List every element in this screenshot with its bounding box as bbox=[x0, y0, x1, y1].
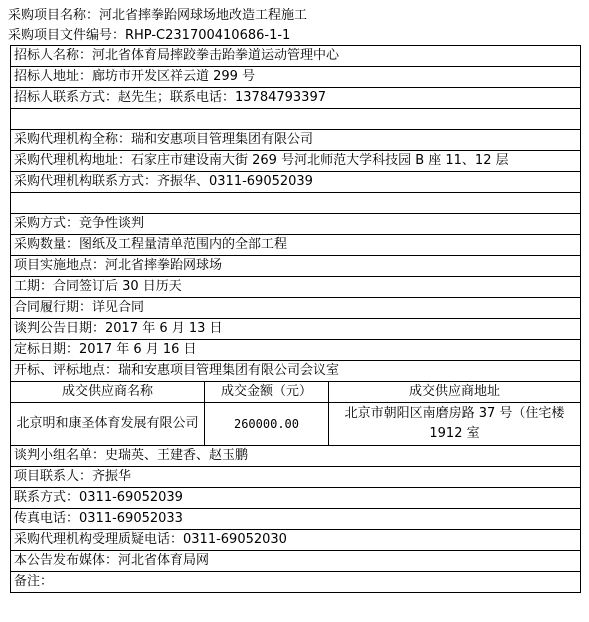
agency-name: 采购代理机构全称：瑞和安惠项目管理集团有限公司 bbox=[11, 130, 581, 151]
contract-period: 合同履行期：详见合同 bbox=[11, 298, 581, 319]
fax-number: 传真电话：0311-69052033 bbox=[11, 509, 581, 530]
supplier-amount: 260000.00 bbox=[205, 403, 329, 446]
tenderer-contact: 招标人联系方式：赵先生；联系电话：13784793397 bbox=[11, 88, 581, 109]
award-date: 定标日期：2017 年 6 月 16 日 bbox=[11, 340, 581, 361]
project-name: 采购项目名称：河北省摔拳跆网球场地改造工程施工 bbox=[8, 8, 308, 23]
agency-address: 采购代理机构地址：石家庄市建设南大街 269 号河北师范大学科技园 B 座 11、12 层 bbox=[11, 151, 581, 172]
remarks: 备注： bbox=[11, 572, 581, 593]
agency-contact: 采购代理机构联系方式：齐振华、0311-69052039 bbox=[11, 172, 581, 193]
blank-row bbox=[11, 109, 581, 130]
tenderer-name: 招标人名称：河北省体育局摔跤拳击跆拳道运动管理中心 bbox=[11, 46, 581, 67]
supplier-name: 北京明和康圣体育发展有限公司 bbox=[11, 403, 205, 446]
publish-media: 本公告发布媒体：河北省体育局网 bbox=[11, 551, 581, 572]
announcement-table bbox=[10, 45, 581, 593]
project-contact: 项目联系人：齐振华 bbox=[11, 467, 581, 488]
header-supplier-name: 成交供应商名称 bbox=[11, 382, 205, 403]
announcement-date: 谈判公告日期：2017 年 6 月 13 日 bbox=[11, 319, 581, 340]
complaint-phone: 采购代理机构受理质疑电话：0311-69052030 bbox=[11, 530, 581, 551]
header-supplier-address: 成交供应商地址 bbox=[329, 382, 581, 403]
negotiation-panel: 谈判小组名单：史瑞英、王建香、赵玉鹏 bbox=[11, 446, 581, 467]
evaluation-venue: 开标、评标地点：瑞和安惠项目管理集团有限公司会议室 bbox=[11, 361, 581, 382]
construction-period: 工期：合同签订后 30 日历天 bbox=[11, 277, 581, 298]
supplier-address: 北京市朝阳区南磨房路 37 号（住宅楼 1912 室 bbox=[329, 403, 581, 446]
procurement-quantity: 采购数量：图纸及工程量清单范围内的全部工程 bbox=[11, 235, 581, 256]
project-location: 项目实施地点：河北省摔拳跆网球场 bbox=[11, 256, 581, 277]
blank-row bbox=[11, 193, 581, 214]
contact-phone: 联系方式：0311-69052039 bbox=[11, 488, 581, 509]
project-file-number: 采购项目文件编号：RHP-C231700410686-1-1 bbox=[8, 28, 291, 43]
procurement-method: 采购方式：竞争性谈判 bbox=[11, 214, 581, 235]
tenderer-address: 招标人地址：廊坊市开发区祥云道 299 号 bbox=[11, 67, 581, 88]
header-amount: 成交金额（元） bbox=[205, 382, 329, 403]
